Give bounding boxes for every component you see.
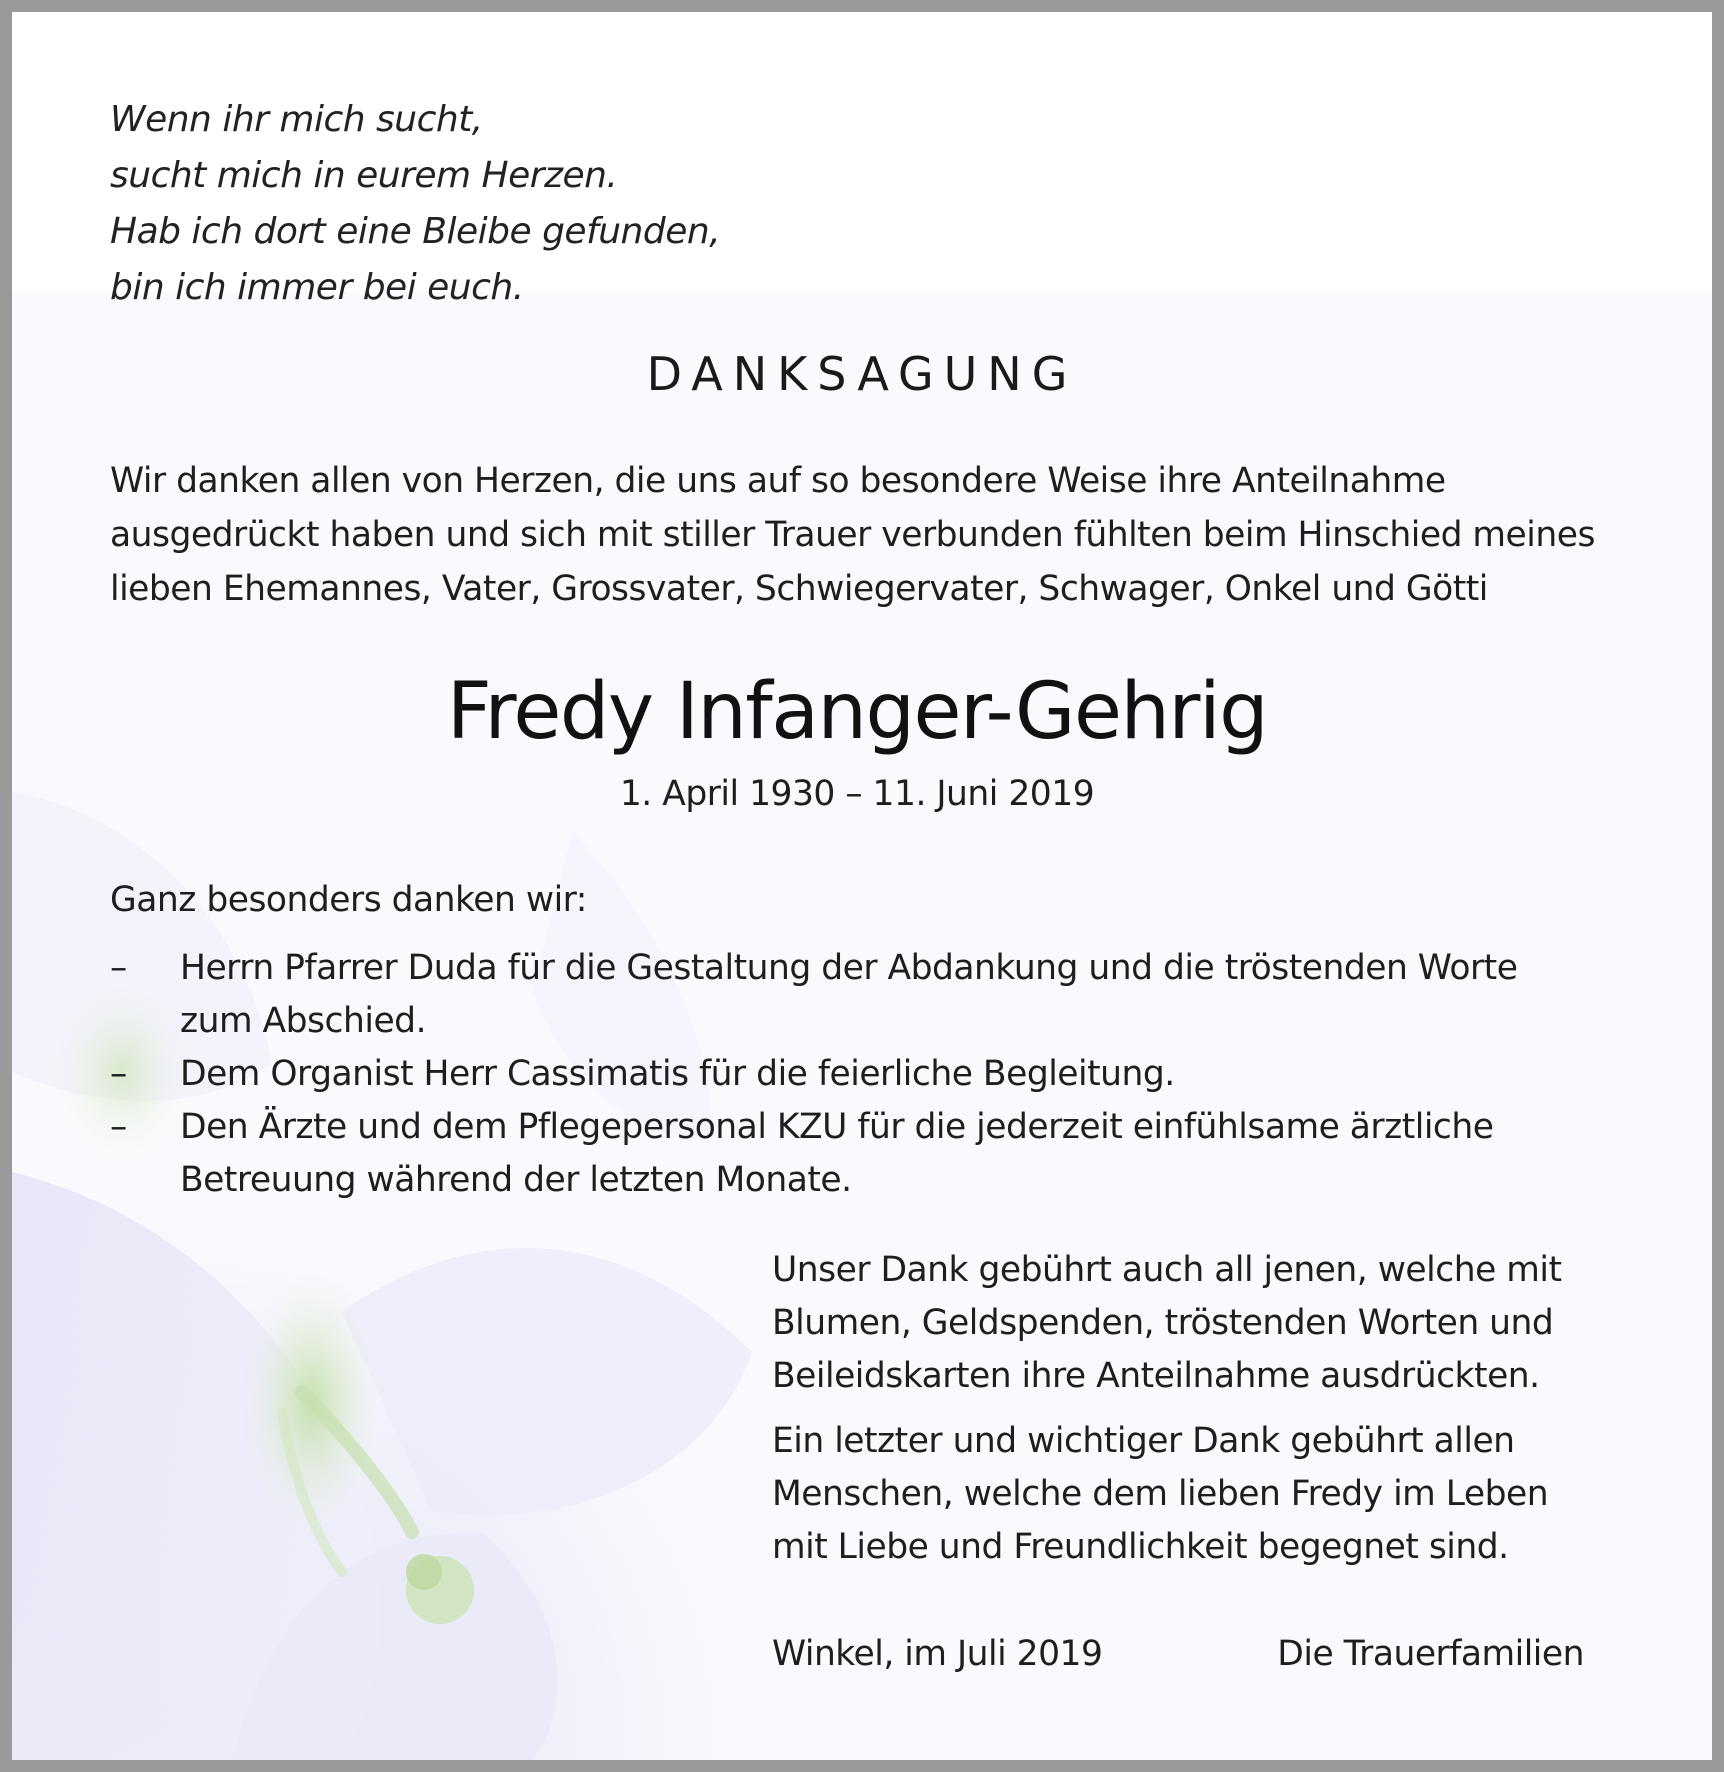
intro-paragraph — [110, 454, 1670, 616]
list-item — [110, 942, 1630, 1048]
poem-line: Hab ich dort eine Bleibe gefunden, — [110, 211, 721, 252]
closing-line: Ein letzter und wichtiger Dank gebührt allen — [772, 1421, 1515, 1461]
place-and-date: Winkel, im Juli 2019 — [772, 1634, 1103, 1674]
poem-line: Wenn ihr mich sucht, — [110, 99, 483, 140]
poem — [110, 92, 720, 316]
intro-line: Wir danken allen von Herzen, die uns auf so besondere Weise ihre Anteilnahme — [110, 461, 1446, 501]
signature: Die Trauerfamilien — [1277, 1634, 1584, 1674]
intro-line: lieben Ehemannes, Vater, Grossvater, Schwiegervater, Schwager, Onkel und Götti — [110, 569, 1488, 609]
closing-line: Menschen, welche dem lieben Fredy im Leben — [772, 1474, 1549, 1514]
intro-line: ausgedrückt haben und sich mit stiller Trauer verbunden fühlten beim Hinschied meines — [110, 515, 1595, 555]
list-item — [110, 1048, 1630, 1101]
list-item — [110, 1101, 1630, 1207]
list-item-line: Betreuung während der letzten Monate. — [180, 1160, 852, 1200]
closing-paragraph — [772, 1244, 1672, 1403]
poem-line: sucht mich in eurem Herzen. — [110, 155, 618, 196]
list-item-line: Herrn Pfarrer Duda für die Gestaltung der Abdankung und die tröstenden Worte — [180, 948, 1518, 988]
list-item-line: Dem Organist Herr Cassimatis für die feierliche Begleitung. — [180, 1054, 1175, 1094]
closing-text — [772, 1244, 1672, 1586]
thanks-list — [110, 942, 1630, 1207]
closing-line: Unser Dank gebührt auch all jenen, welche mit — [772, 1250, 1562, 1290]
closing-line: Beileidskarten ihre Anteilnahme ausdrückten. — [772, 1356, 1540, 1396]
list-dash: – — [110, 1107, 127, 1147]
list-dash: – — [110, 1054, 127, 1094]
list-item-line: zum Abschied. — [180, 1001, 427, 1041]
poem-line: bin ich immer bei euch. — [110, 267, 524, 308]
closing-paragraph — [772, 1415, 1672, 1574]
closing-line: mit Liebe und Freundlichkeit begegnet sind. — [772, 1527, 1509, 1567]
list-item-line: Den Ärzte und dem Pflegepersonal KZU für die jederzeit einfühlsame ärztliche — [180, 1107, 1494, 1147]
closing-line: Blumen, Geldspenden, tröstenden Worten und — [772, 1303, 1554, 1343]
deceased-name: Fredy Infanger-Gehrig — [446, 667, 1268, 757]
life-dates: 1. April 1930 – 11. Juni 2019 — [619, 774, 1095, 814]
page-title: DANKSAGUNG — [646, 347, 1078, 401]
thanks-intro: Ganz besonders danken wir: — [110, 880, 587, 920]
list-dash: – — [110, 948, 127, 988]
